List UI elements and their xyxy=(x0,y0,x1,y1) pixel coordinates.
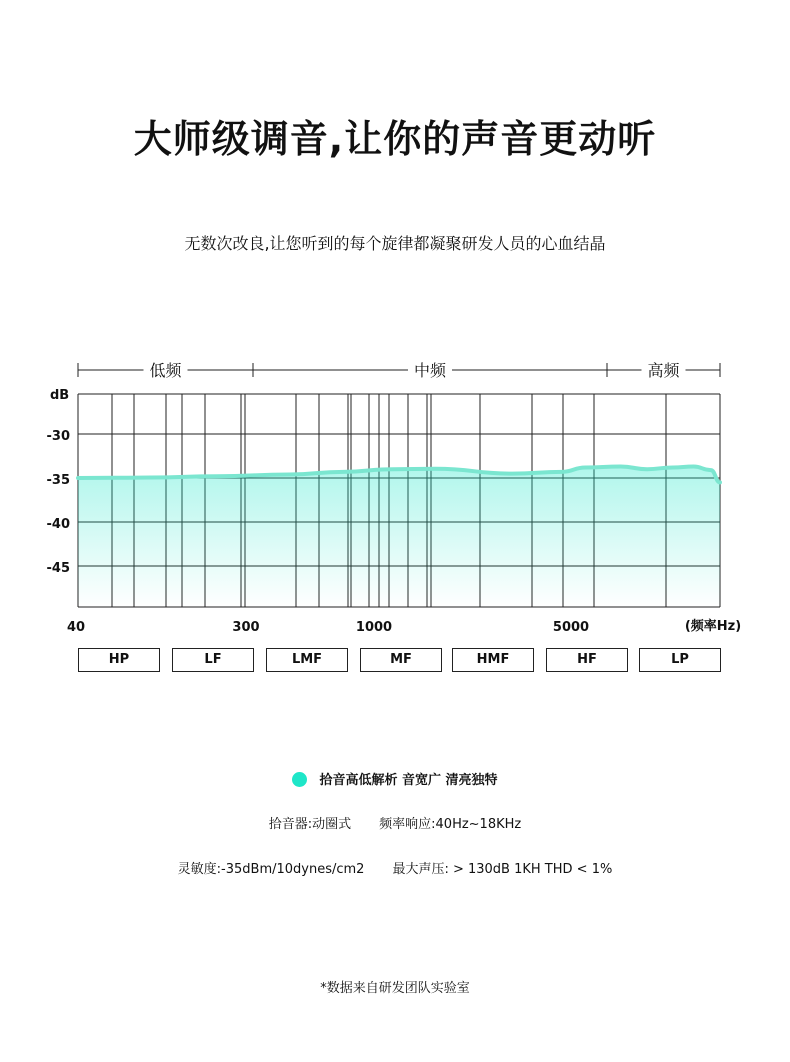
response-fill-area xyxy=(78,467,720,607)
spec-response: 频率响应:40Hz~18KHz xyxy=(379,817,522,832)
spec-row-2 xyxy=(0,858,790,877)
spec-spl: 最大声压: > 130dB 1KH THD < 1% xyxy=(392,862,613,877)
x-tick-label: 300 xyxy=(232,620,260,635)
spec-pickup: 拾音器:动圈式 xyxy=(268,817,352,832)
page-subtitle: 无数次改良,让您听到的每个旋律都凝聚研发人员的心血结晶 xyxy=(184,234,606,253)
frequency-response-chart xyxy=(0,350,790,640)
band-label-hmf: HMF xyxy=(452,648,534,672)
x-axis-unit: (频率Hz) xyxy=(684,619,742,634)
band-label-lmf: LMF xyxy=(266,648,348,672)
y-tick-label: -30 xyxy=(46,429,70,444)
region-label: 中频 xyxy=(413,361,447,380)
band-label-lf: LF xyxy=(172,648,254,672)
band-label-mf: MF xyxy=(360,648,442,672)
y-tick-label: -40 xyxy=(46,517,70,532)
page-title: 大师级调音,让你的声音更动听 xyxy=(133,117,657,161)
band-labels xyxy=(78,648,720,674)
x-tick-label: 40 xyxy=(66,620,86,635)
band-label-lp: LP xyxy=(639,648,721,672)
spec-sensitivity: 灵敏度:-35dBm/10dynes/cm2 xyxy=(177,862,365,877)
feature-line xyxy=(0,769,790,788)
x-tick-label: 5000 xyxy=(552,620,590,635)
feature-dot-icon xyxy=(292,772,307,787)
band-label-hp: HP xyxy=(78,648,160,672)
x-tick-label: 1000 xyxy=(355,620,393,635)
region-label: 高频 xyxy=(647,361,680,380)
y-axis-label: dB xyxy=(50,388,70,403)
y-tick-label: -45 xyxy=(46,561,70,576)
region-label: 低频 xyxy=(149,361,182,380)
footnote: *数据来自研发团队实验室 xyxy=(320,981,470,996)
spec-row-1 xyxy=(0,813,790,832)
y-tick-label: -35 xyxy=(46,473,70,488)
band-label-hf: HF xyxy=(546,648,628,672)
feature-label: 拾音高低解析 音宽广 清亮独特 xyxy=(319,773,498,788)
